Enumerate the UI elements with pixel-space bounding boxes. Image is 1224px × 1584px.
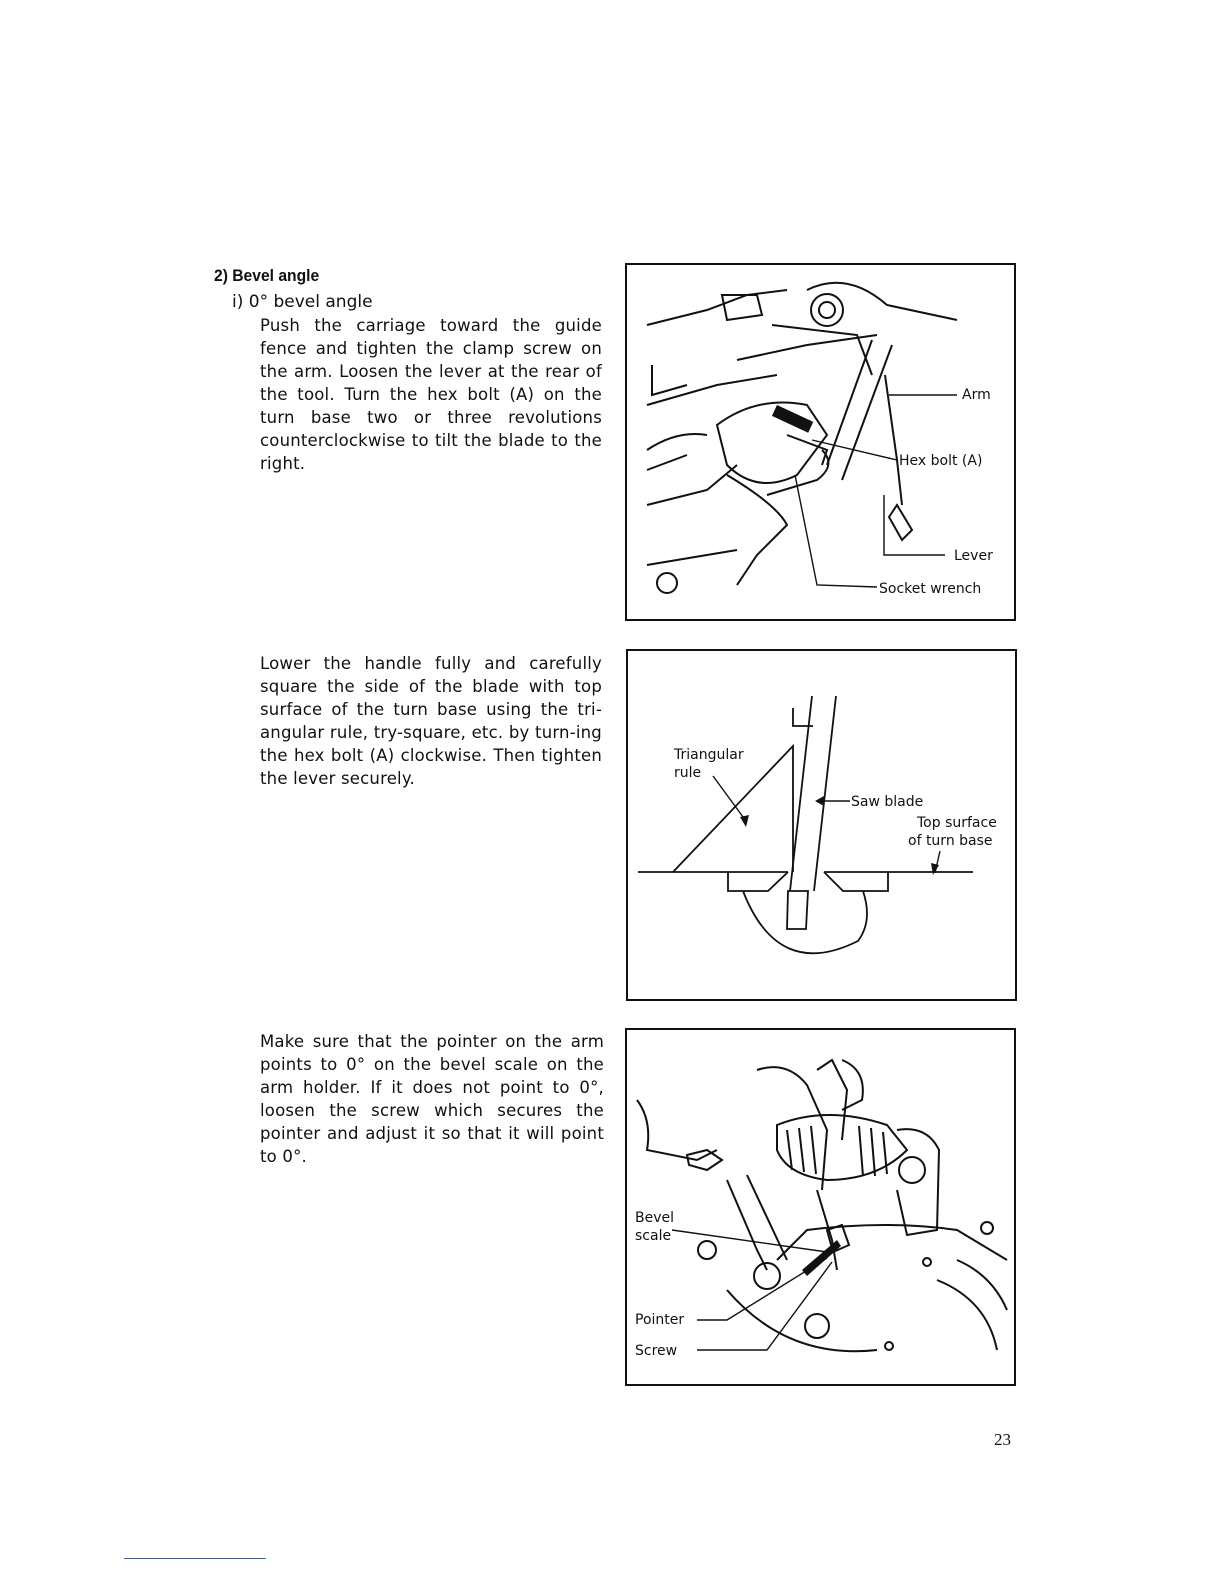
bevel-scale-illustration <box>627 1030 1014 1384</box>
page-number: 23 <box>994 1430 1011 1449</box>
subsection-heading: i) 0° bevel angle <box>232 292 373 312</box>
label-triangular: Triangular <box>674 747 744 763</box>
instruction-paragraph-2: Lower the handle fully and carefully square the side of the blade with top surface of the turn base using the tri-angular rule, try-square, etc. by turn-ing the hex bolt (A) clockwise. Then tighten the lever securely. <box>260 654 602 788</box>
figure-bevel-scale-pointer <box>625 1028 1016 1386</box>
label-saw-blade: Saw blade <box>851 794 924 810</box>
label-lever: Lever <box>954 548 993 564</box>
bottom-divider <box>124 1558 266 1559</box>
label-screw: Screw <box>635 1343 678 1359</box>
label-bevel: Bevel <box>635 1210 675 1226</box>
instruction-paragraph-3: Make sure that the pointer on the arm points to 0° on the bevel scale on the arm holder. If it does not point to 0°, loosen the screw which secures the pointer and adjust it so that it will point to 0°. <box>260 1032 604 1166</box>
figure-blade-squaring <box>626 649 1017 1001</box>
label-top-surface: Top surface <box>917 815 997 831</box>
label-socket-wrench: Socket wrench <box>879 581 982 597</box>
label-of-turn-base: of turn base <box>908 833 993 849</box>
figure-hex-bolt-adjustment <box>625 263 1016 621</box>
label-rule: rule <box>674 765 702 781</box>
label-scale: scale <box>635 1228 672 1244</box>
hex-bolt-illustration <box>627 265 1014 619</box>
label-hex-bolt: Hex bolt (A) <box>899 453 983 469</box>
section-heading: 2) Bevel angle <box>214 266 320 285</box>
label-pointer: Pointer <box>635 1312 685 1328</box>
instruction-paragraph-1: Push the carriage toward the guide fence and tighten the clamp screw on the arm. Loosen the lever at the rear of the tool. Turn the hex bolt (A) on the turn base two or three revolutions counterclockwise to tilt the blade to the right. <box>260 316 602 473</box>
label-arm: Arm <box>962 387 991 403</box>
